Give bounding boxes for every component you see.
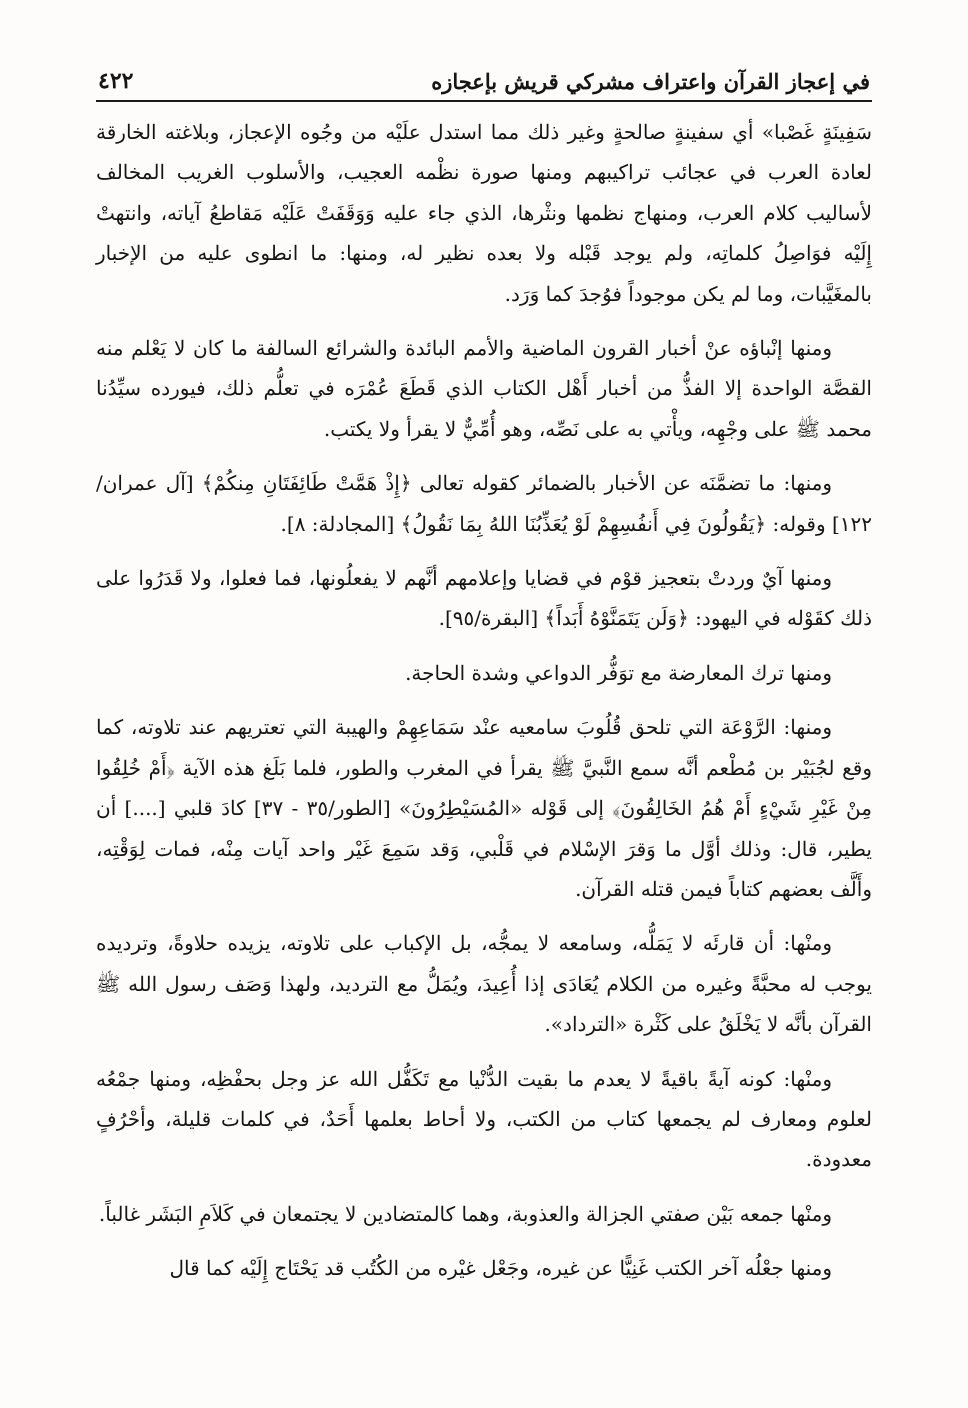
header-title: في إعجاز القرآن واعتراف مشركي قريش بإعجازه bbox=[431, 69, 870, 94]
paragraph: ومنها: ما تضمَّنَه عن الأخبار بالضمائر كقوله تعالى ﴿إِذْ هَمَّتْ طَائِفَتَانِ مِنكُمْ﴾ [آل عمران/١٢٢] وقوله: ﴿يَقُولُونَ فِي أَنفُسِهِمْ لَوْ يُعَذِّبُنَا اللهُ بِمَا نَقُولُ﴾ [المجادلة: ٨]. bbox=[96, 471, 872, 536]
body-text bbox=[96, 112, 872, 1289]
paragraph: ومنها جعْلُه آخر الكتب غَنِيًّا عن غيره، وجَعْل غيْره من الكُتُب قد يَحْتَاج إِلَيْه كما قال bbox=[169, 1256, 832, 1281]
paragraph: سَفِينَةٍ غَصْبا» أي سفينةٍ صالحةٍ وغير ذلك مما استدل علَيْه من وجُوه الإعجاز، وبلاغته الخارقة لعادة العرب في عجائب تراكيبهم ومنها صورة نظْمه العجيب، والأسلوب الغريب المخالف لأساليب كلام العرب، ومنهاج نظمها ونثْرها، الذي جاء عليه وَوَقَفَتْ عَلَيْه مَقاطعُ آياته، وانتهتْ إِلَيْه فوَاصِلُ كلماتِه، ولم يوجد قَبْله ولا بعده نظير له، ومنها: ما انطوى عليه من الإخبار بالمغَيَّبات، وما لم يكن موجوداً فوُجدَ كما وَرَد. bbox=[96, 120, 872, 306]
book-page bbox=[96, 64, 872, 1384]
paragraph: ومنها آيٌ وردتْ بتعجيز قوْم في قضايا وإعلامهم أنَّهم لا يفعلُونها، فما فعلوا، ولا قَدَرُوا على ذلك كقَوْله في اليهود: ﴿وَلَن يَتَمَنَّوْهُ أَبَداً﴾ [البقرة/٩٥]. bbox=[96, 566, 872, 631]
paragraph: ومنْها: أن قارئَه لا يَمَلُّه، وسامعه لا يمجُّه، بل الإكباب على تلاوته، يزيده حلاوةً، وترديده يوجب له محبَّةً وغيره من الكلام يُعَادَى إذا أُعِيدَ، ويُمَلُّ مع الترديد، ولهذا وَصَف رسول الله ﷺ القرآن بأنَّه لا يَخْلَقُ على كَثْرة «الترداد». bbox=[96, 931, 872, 1037]
paragraph: ومنْها: كونه آيةً باقيةً لا يعدم ما بقيت الدُّنْيا مع تَكَفُّل الله عز وجل بحفْظِه، ومنها جمْعُه لعلوم ومعارف لم يجمعها كتاب من الكتب، ولا أحاط بعلمها أَحَدٌ، في كلمات قليلة، وأحْرُفٍ معدودة. bbox=[96, 1066, 872, 1172]
running-header bbox=[96, 64, 872, 102]
paragraph: ومنْها جمعه بَيْن صفتي الجزالة والعذوبة، وهما كالمتضادين لا يجتمعان في كَلاَمِ البَشَر غالباً. bbox=[98, 1201, 832, 1226]
paragraph: ومنها: الرَّوْعَة التي تلحق قُلُوبَ سامعيه عنْد سَمَاعِهِمْ والهيبة التي تعتريهم عند تلاوته، كما وقع لجُبَيْر بن مُطْعم أنَّه سمع النَّبيَّ ﷺ يقرأ في المغرب والطور، فلما بَلَغ هذه الآية ﴿أَمْ خُلِقُوا مِنْ غَيْرِ شَيْءٍ أَمْ هُمُ الخَالِقُونَ﴾ إلى قَوْله «المُسَيْطِرُونَ» [الطور/٣٥ - ٣٧] كادَ قلبي [....] أن يطير، قال: وذلك أوَّل ما وَقرَ الإسْلام في قَلْبي، وَقد سَمِعَ غَيْر واحد آيات مِنْه، فمات لِوَقْتِه، وأَلَّف بعضهم كتاباً فيمن قتله القرآن. bbox=[96, 715, 872, 901]
paragraph: ومنها إنْباؤه عنْ أخبار القرون الماضية والأمم البائدة والشرائع السالفة ما كان لا يَعْلم منه القصَّة الواحدة إلا الفذُّ من أخبار أَهْل الكتاب الذي قَطَعَ عُمْرَه في تعلُّم ذلك، فيورده سيِّدُنا محمد ﷺ على وجْهِه، ويأْتي به على نَصِّه، وهو أُمِّيٌّ لا يقرأ ولا يكتب. bbox=[96, 336, 872, 441]
page-number: ٤٢٢ bbox=[98, 68, 134, 94]
paragraph: ومنها ترك المعارضة مع توَفُّر الدواعي وشدة الحاجة. bbox=[405, 660, 832, 685]
